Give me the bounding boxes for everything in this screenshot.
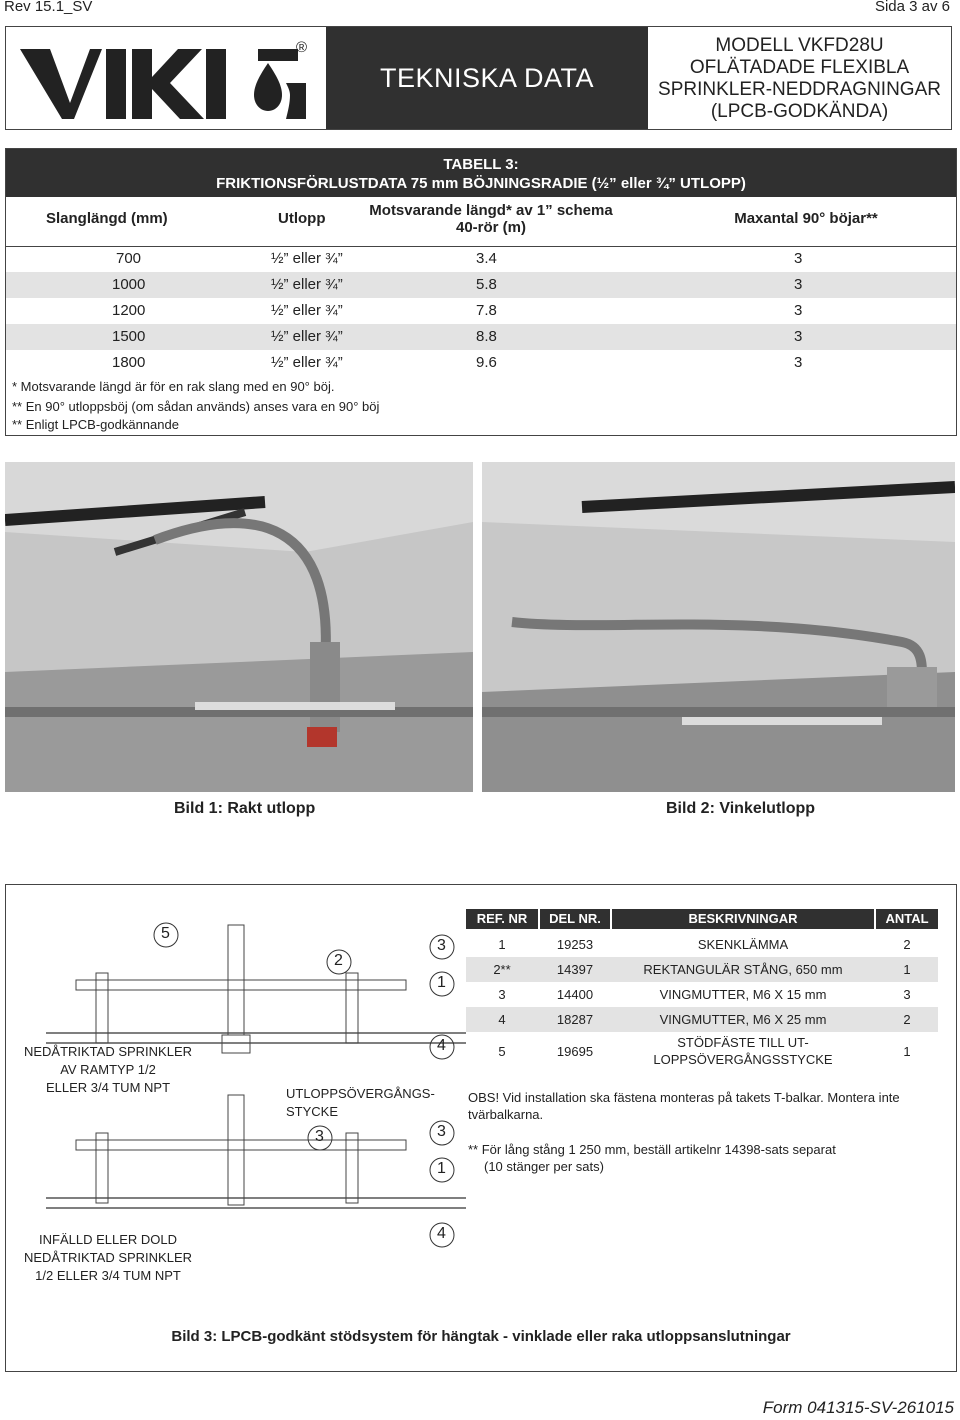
cell-ref: 5 <box>498 1044 506 1059</box>
cell-part: 18287 <box>556 1012 594 1027</box>
table-title <box>6 149 956 197</box>
cell-desc: STÖDFÄSTE TILL UT- <box>677 1035 809 1050</box>
table-note: * Motsvarande längd är för en rak slang med en 90° böj. <box>12 379 335 394</box>
model-line: (LPCB-GODKÄNDA) <box>710 101 889 122</box>
long-rod-note-line2: (10 stänger per sats) <box>484 1159 604 1174</box>
page-number: Sida 3 av 6 <box>874 0 950 15</box>
label-line: UTLOPPSÖVERGÅNGS- <box>286 1086 435 1101</box>
table-row <box>6 350 956 376</box>
cell-length: 1000 <box>112 276 146 293</box>
cell-desc: REKTANGULÄR STÅNG, 650 mm <box>643 962 843 977</box>
cell-ref: 1 <box>498 937 506 952</box>
viking-logo <box>6 27 326 129</box>
table-header-row <box>6 196 956 247</box>
cell-ref: 2** <box>493 962 511 977</box>
cell-equiv: 9.6 <box>476 354 497 371</box>
callout-2: 2 <box>334 952 343 969</box>
callout-3: 3 <box>437 937 446 954</box>
page-header <box>4 0 956 18</box>
friction-loss-table <box>5 148 957 436</box>
callout-4: 4 <box>437 1037 446 1054</box>
table-row <box>466 982 938 1007</box>
cell-part: 19253 <box>556 937 594 952</box>
cell-max: 3 <box>794 354 803 371</box>
photo-straight-graphic <box>5 462 473 792</box>
cell-desc: VINGMUTTER, M6 X 25 mm <box>659 1012 827 1027</box>
table-note: ** En 90° utloppsböj (om sådan används) anses vara en 90° böj <box>12 399 380 414</box>
table-row <box>6 246 956 272</box>
cell-part: 14400 <box>556 987 594 1002</box>
label-line: 1/2 ELLER 3/4 TUM NPT <box>35 1268 181 1283</box>
callout-1: 1 <box>437 1160 446 1177</box>
label-line: STYCKE <box>286 1104 339 1119</box>
col-equiv-line1: Motsvarande längd* av 1” schema <box>369 202 613 219</box>
cell-qty: 2 <box>903 1012 911 1027</box>
label-pendent-sprinkler <box>10 1043 206 1097</box>
cell-desc: VINGMUTTER, M6 X 15 mm <box>659 987 827 1002</box>
label-line: ELLER 3/4 TUM NPT <box>45 1080 171 1095</box>
cell-length: 700 <box>116 250 142 267</box>
table-title-line: FRIKTIONSFÖRLUSTDATA 75 mm BÖJNINGSRADIE (½” eller ¾” UTLOPP) <box>216 175 746 192</box>
table-row <box>466 1007 938 1032</box>
long-rod-note: ** För lång stång 1 250 mm, beställ artikelnr 14398-sats separat <box>468 1142 836 1157</box>
label-outlet-adapter <box>286 1085 435 1121</box>
cell-equiv: 8.8 <box>476 328 497 345</box>
photo-straight-outlet <box>5 462 473 792</box>
support-system-box <box>5 884 957 1372</box>
callout-3: 3 <box>437 1123 446 1140</box>
cell-outlet: ½” eller ¾” <box>271 276 343 293</box>
label-recessed-sprinkler <box>10 1231 206 1285</box>
photo-angled-outlet <box>482 462 955 792</box>
cell-length: 1800 <box>112 354 146 371</box>
cell-desc: SKENKLÄMMA <box>697 937 789 952</box>
col-length: Slanglängd (mm) <box>46 210 168 227</box>
cell-length: 1200 <box>112 302 146 319</box>
label-line: NEDÅTRIKTAD SPRINKLER <box>23 1250 193 1265</box>
callout-4: 4 <box>437 1225 446 1242</box>
figure-3-caption: Bild 3: LPCB-godkänt stödsystem för hängtak - vinklade eller raka utloppsanslutningar <box>171 1328 791 1345</box>
callout-5: 5 <box>161 925 170 942</box>
cell-equiv: 3.4 <box>476 250 497 267</box>
cell-qty: 3 <box>903 987 911 1002</box>
col-equiv <box>356 202 626 236</box>
cell-ref: 4 <box>498 1012 506 1027</box>
table-row <box>466 1032 938 1072</box>
col-desc: BESKRIVNINGAR <box>612 909 874 929</box>
table-row <box>466 932 938 957</box>
registered-mark: ® <box>296 39 308 56</box>
table-title-line: TABELL 3: <box>443 156 519 173</box>
col-part: DEL NR. <box>540 909 610 929</box>
cell-ref: 3 <box>498 987 506 1002</box>
cell-equiv: 7.8 <box>476 302 497 319</box>
cell-outlet: ½” eller ¾” <box>271 250 343 267</box>
model-line: MODELL VKFD28U <box>715 35 884 56</box>
revision: Rev 15.1_SV <box>4 0 93 15</box>
label-line: NEDÅTRIKTAD SPRINKLER <box>23 1044 193 1059</box>
cell-max: 3 <box>794 250 803 267</box>
col-qty: ANTAL <box>876 909 938 929</box>
label-line: INFÄLLD ELLER DOLD <box>39 1232 177 1247</box>
viking-logo-graphic <box>6 27 326 129</box>
cell-length: 1500 <box>112 328 146 345</box>
cell-max: 3 <box>794 302 803 319</box>
table-note: ** Enligt LPCB-godkännande <box>12 417 179 432</box>
cell-qty: 1 <box>903 962 911 977</box>
col-ref: REF. NR <box>466 909 538 929</box>
col-max-bends: Maxantal 90° böjar** <box>734 210 878 227</box>
cell-outlet: ½” eller ¾” <box>271 354 343 371</box>
table-row <box>6 324 956 350</box>
label-line: AV RAMTYP 1/2 <box>60 1062 156 1077</box>
col-equiv-line2: 40-rör (m) <box>455 219 526 236</box>
col-outlet: Utlopp <box>278 210 326 227</box>
model-line: OFLÄTADADE FLEXIBLA <box>689 57 910 78</box>
model-line: SPRINKLER-NEDDRAGNINGAR <box>658 79 941 100</box>
photo-angled-graphic <box>482 462 955 792</box>
table-row <box>6 298 956 324</box>
model-title <box>648 35 951 123</box>
cell-part: 14397 <box>556 962 594 977</box>
cell-max: 3 <box>794 276 803 293</box>
cell-max: 3 <box>794 328 803 345</box>
cell-equiv: 5.8 <box>476 276 497 293</box>
section-title: TEKNISKA DATA <box>379 63 595 93</box>
cell-outlet: ½” eller ¾” <box>271 328 343 345</box>
table-row <box>466 957 938 982</box>
cell-outlet: ½” eller ¾” <box>271 302 343 319</box>
cell-qty: 2 <box>903 937 911 952</box>
cell-part: 19695 <box>556 1044 594 1059</box>
cell-desc: LOPPSÖVERGÅNGSSTYCKE <box>653 1052 833 1067</box>
figure-2-caption: Bild 2: Vinkelutlopp <box>666 800 816 817</box>
installation-note: OBS! Vid installation ska fästena monteras på takets T-balkar. Montera inte tvärbalkarna. <box>468 1090 900 1122</box>
form-number: Form 041315-SV-261015 <box>762 1398 954 1417</box>
section-title-bg <box>326 27 648 129</box>
figure-1-caption: Bild 1: Rakt utlopp <box>174 800 316 817</box>
callout-3: 3 <box>315 1128 324 1145</box>
cell-qty: 1 <box>903 1044 911 1059</box>
table-row <box>6 272 956 298</box>
title-block <box>5 26 952 130</box>
callout-1: 1 <box>437 974 446 991</box>
